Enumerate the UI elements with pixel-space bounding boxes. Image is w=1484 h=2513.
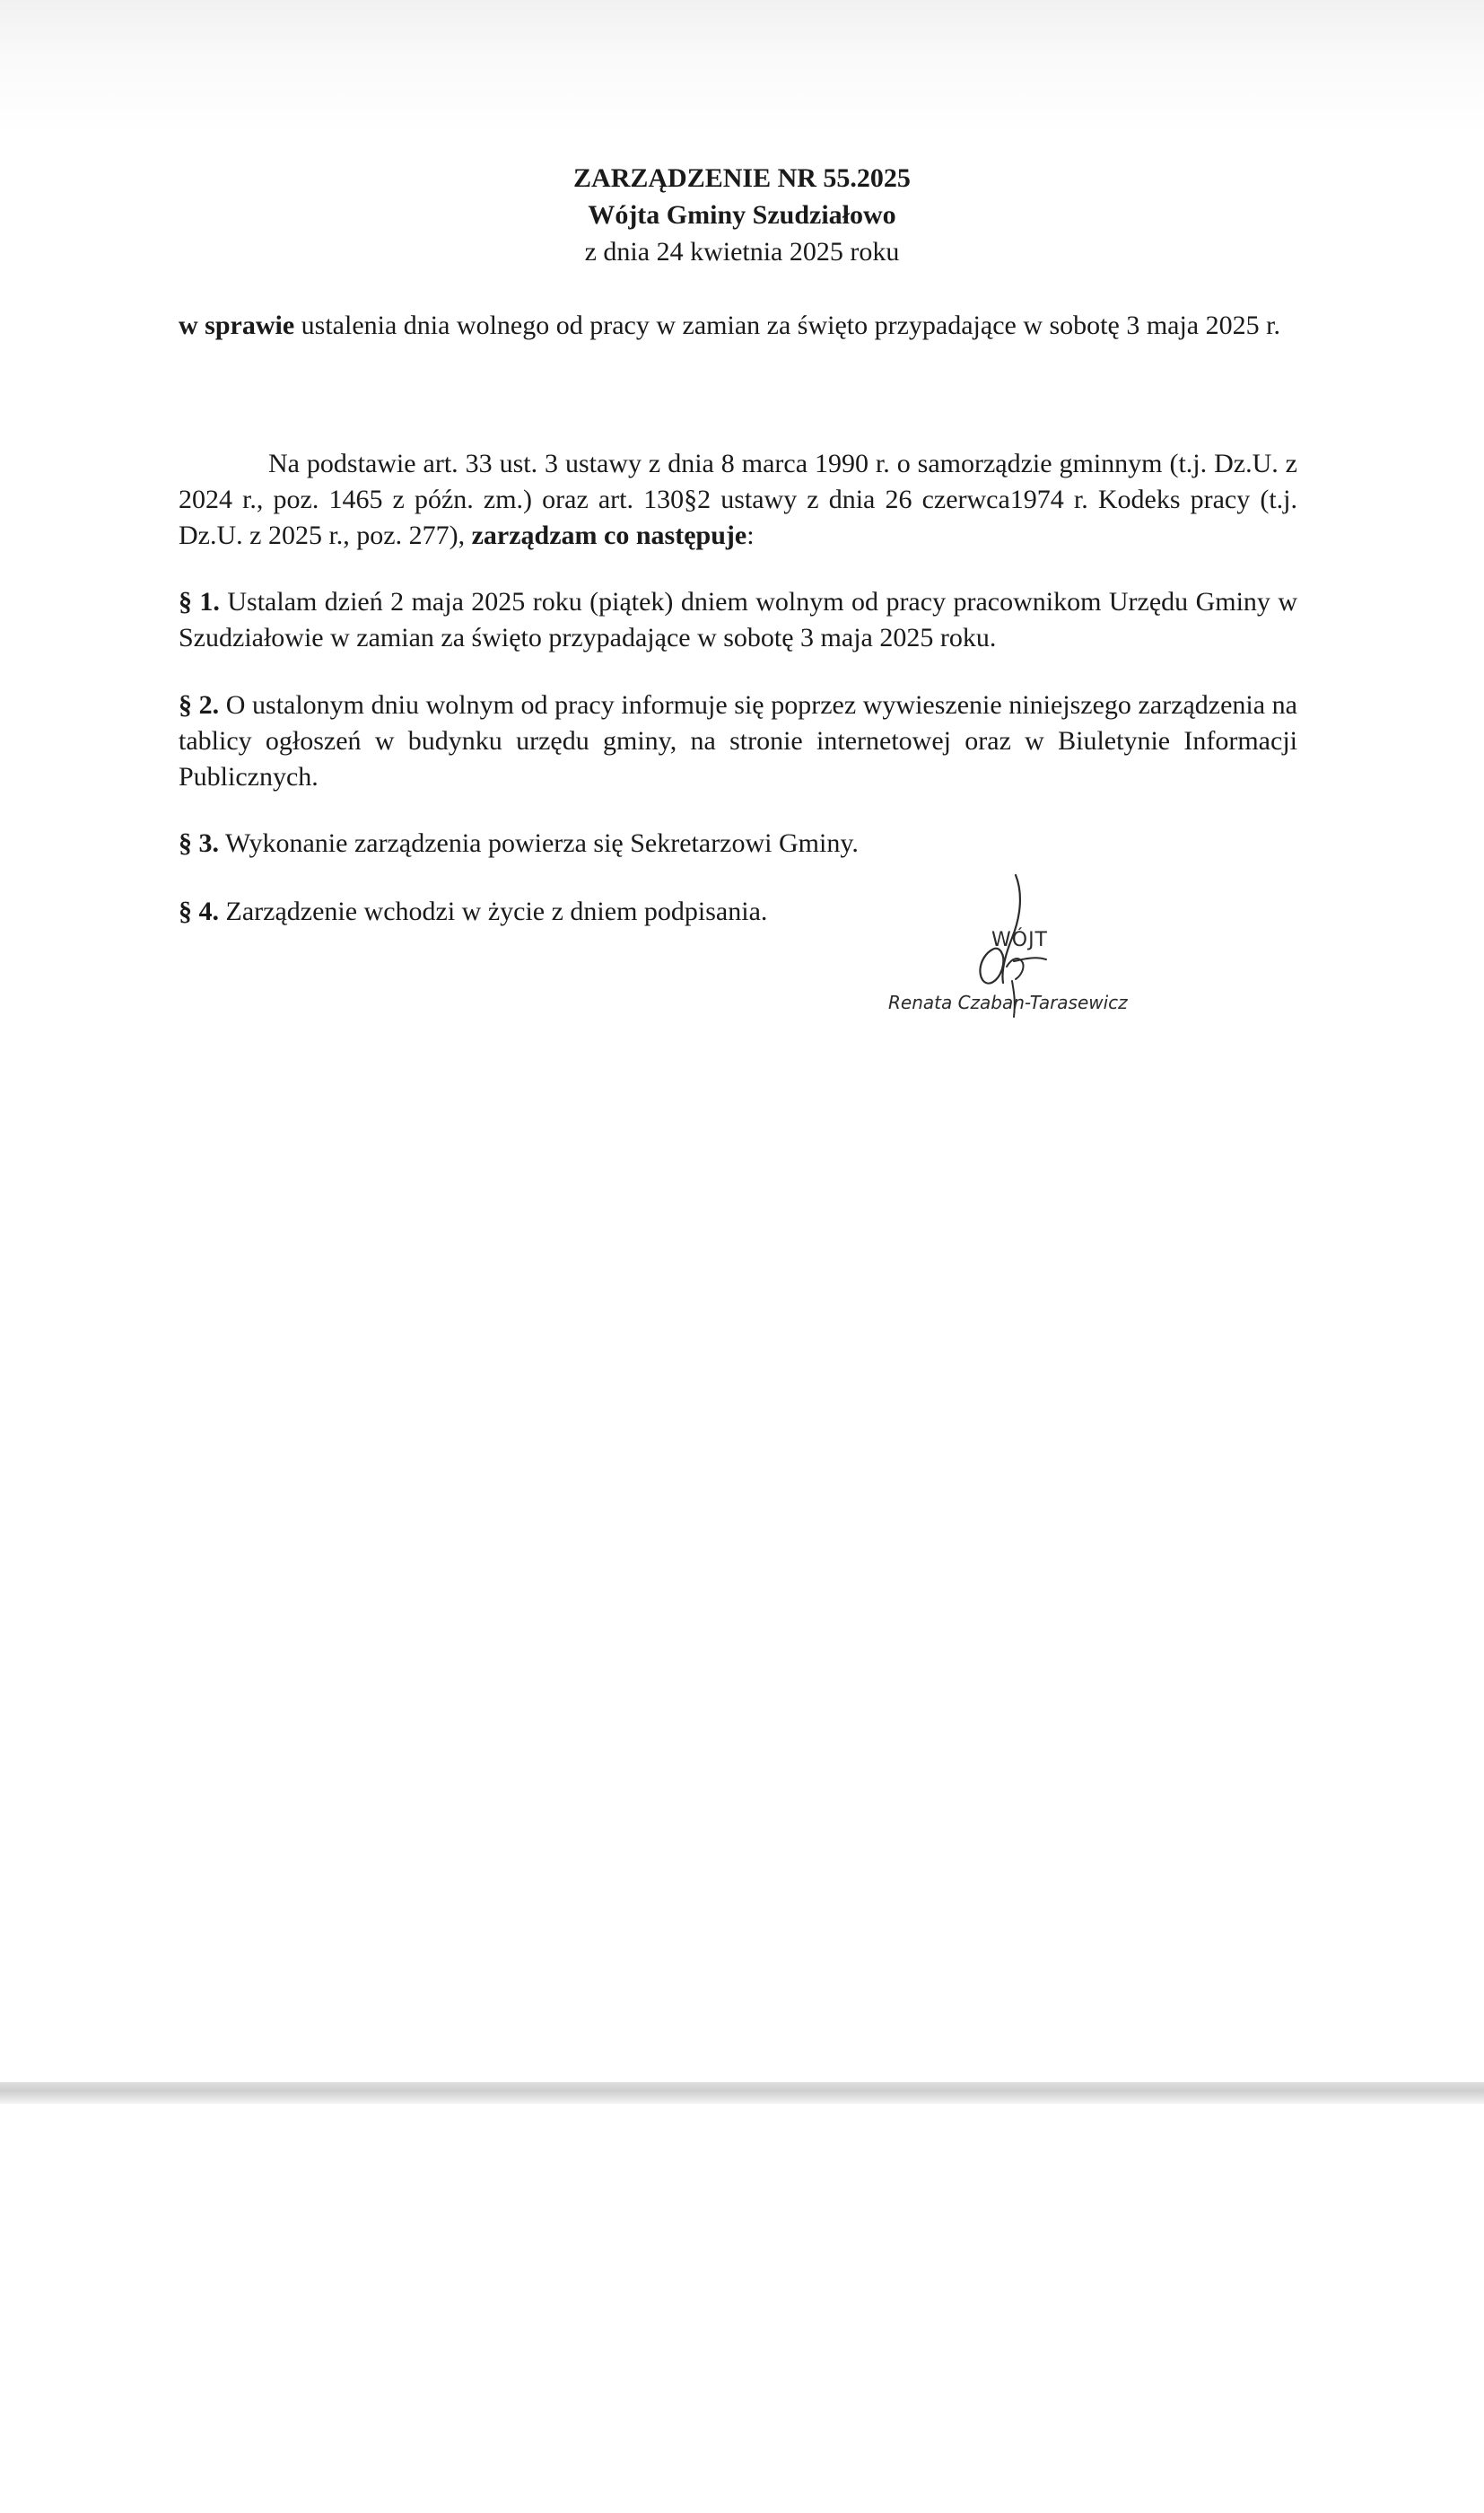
document-subject <box>179 308 1297 344</box>
paragraph-text: Zarządzenie wchodzi w życie z dniem podpisania. <box>219 897 768 926</box>
signature-name: Renata Czaban-Tarasewicz <box>888 992 1128 1013</box>
subject-text: ustalenia dnia wolnego od pracy w zamian za święto przypadające w sobotę 3 maja 2025 r. <box>294 311 1280 340</box>
paragraph-text: Wykonanie zarządzenia powierza się Sekretarzowi Gminy. <box>219 828 859 858</box>
signature-block <box>888 866 1193 1028</box>
paragraph-number: § 4. <box>179 897 219 926</box>
paragraph-1 <box>179 584 1297 656</box>
legal-basis-bold: zarządzam co następuje <box>471 521 747 550</box>
paragraph-2 <box>179 687 1297 795</box>
signature-title: WÓJT <box>991 929 1048 951</box>
legal-basis-text: Na podstawie art. 33 ust. 3 ustawy z dnia 8 marca 1990 r. o samorządzie gminnym (t.j. Dz.U. z 2024 r., poz. 1465 z późn. zm.) oraz art. 130§2 ustawy z dnia 26 czerwca1974 r. Kodeks pracy (t.j. Dz.U. z 2025 r., poz. 277), <box>179 449 1297 550</box>
paragraph-text: O ustalonym dniu wolnym od pracy informuje się poprzez wywieszenie niniejszego zarządzenia na tablicy ogłoszeń w budynku urzędu gminy, na stronie internetowej oraz w Biuletynie Informacji Publicznych. <box>179 690 1298 792</box>
scan-bottom-edge <box>0 2082 1484 2104</box>
paragraph-number: § 2. <box>179 690 220 720</box>
document-title: ZARZĄDZENIE NR 55.2025 <box>573 163 911 193</box>
subject-lead: w sprawie <box>179 311 295 340</box>
document-header <box>0 160 1484 270</box>
legal-basis-end: : <box>746 521 755 550</box>
paragraph-number: § 3. <box>179 828 219 858</box>
legal-basis <box>179 446 1297 554</box>
paragraph-text: Ustalam dzień 2 maja 2025 roku (piątek) dniem wolnym od pracy pracownikom Urzędu Gminy w Szudziałowie w zamian za święto przypadające w sobotę 3 maja 2025 roku. <box>179 587 1298 652</box>
document-date: z dnia 24 kwietnia 2025 roku <box>584 237 900 267</box>
document-issuer: Wójta Gminy Szudziałowo <box>588 200 896 230</box>
paragraph-number: § 1. <box>179 587 220 617</box>
paragraph-3 <box>179 826 1297 862</box>
